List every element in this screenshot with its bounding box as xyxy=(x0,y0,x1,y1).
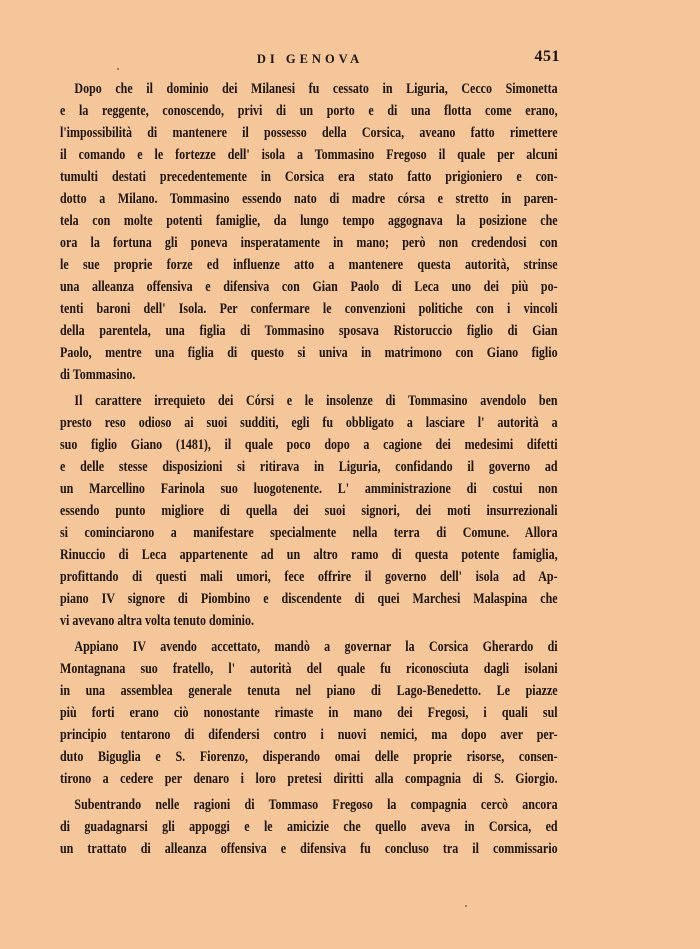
text-line: Montagnana suo fratello, l' autorità del quale fu riconosciuta dagli isolani xyxy=(60,661,558,677)
text-line: principio tentarono di difendersi contro i nuovi nemici, ma dopo aver per- xyxy=(60,727,558,743)
text-line: si cominciarono a manifestare specialmente nella terra di Comune. Allora xyxy=(60,525,558,541)
text-line: Il carattere irrequieto dei Córsi e le insolenze di Tommasino avendolo ben xyxy=(74,393,558,409)
text-line: le sue proprie forze ed influenze atto a mantenere questa autorità, strinse xyxy=(60,257,558,273)
ink-speck xyxy=(117,68,119,70)
text-line: di Tommasino. xyxy=(60,367,136,383)
text-line: dotto a Milano. Tommasino essendo nato di madre córsa e stretto in paren- xyxy=(60,191,558,207)
text-line: della parentela, una figlia di Tommasino sposava Ristoruccio figlio di Gian xyxy=(60,323,558,339)
text-line: e delle stesse disposizioni si ritirava in Liguria, confidando il governo ad xyxy=(60,459,558,475)
text-line: piano IV signore di Piombino e discendente di quei Marchesi Malaspina che xyxy=(60,591,558,607)
paragraph xyxy=(60,390,558,632)
text-line: profittando di questi mali umori, fece offrire il governo dell' isola ad Ap- xyxy=(60,569,558,585)
text-line: Dopo che il dominio dei Milanesi fu cessato in Liguria, Cecco Simonetta xyxy=(74,81,558,97)
text-line: Appiano IV avendo accettato, mandò a governar la Corsica Gherardo di xyxy=(74,639,558,655)
running-head xyxy=(60,46,560,72)
text-line: più forti erano ciò nonostante rimaste in mano dei Fregosi, i quali sul xyxy=(60,705,558,721)
running-title: DI GENOVA xyxy=(256,52,364,66)
ink-speck xyxy=(465,905,467,907)
text-line: duto Biguglia e S. Fiorenzo, disperando omai delle proprie risorse, consen- xyxy=(60,749,558,765)
text-line: tumulti destati precedentemente in Corsica era stato fatto prigioniero e con- xyxy=(60,169,558,185)
text-line: tela con molte potenti famiglie, da lungo tempo aggognava la posizione che xyxy=(60,213,558,229)
text-line: Paolo, mentre una figlia di questo si univa in matrimono con Giano figlio xyxy=(60,345,558,361)
text-line: e la reggente, conoscendo, privi di un porto e di una flotta come erano, xyxy=(60,103,558,119)
text-line: Subentrando nelle ragioni di Tommaso Fregoso la compagnia cercò ancora xyxy=(74,797,558,813)
text-line: tirono a cedere per denaro i loro pretesi diritti alla compagnia di S. Giorgio. xyxy=(60,771,558,787)
text-line: ora la fortuna gli poneva insperatamente in mano; però non credendosi con xyxy=(60,235,558,251)
text-line: vi avevano altra volta tenuto dominio. xyxy=(60,613,254,629)
text-line: essendo punto migliore di quella dei suoi signori, dei moti insurrezionali xyxy=(60,503,558,519)
paragraph xyxy=(60,78,558,386)
text-line: l'impossibilità di mantenere il possesso della Corsica, aveano fatto rimettere xyxy=(60,125,558,141)
text-line: Rinuccio di Leca appartenente ad un altro ramo di questa potente famiglia, xyxy=(60,547,558,563)
page-number: 451 xyxy=(534,48,560,65)
text-line: in una assemblea generale tenuta nel piano di Lago-Benedetto. Le piazze xyxy=(60,683,558,699)
text-line: il comando e le fortezze dell' isola a Tommasino Fregoso il quale per alcuni xyxy=(60,147,558,163)
text-line: una alleanza offensiva e difensiva con Gian Paolo di Leca uno dei più po- xyxy=(60,279,558,295)
paragraph xyxy=(60,636,558,790)
text-line: di guadagnarsi gli appoggi e le amicizie che quello aveva in Corsica, ed xyxy=(60,819,558,835)
body-text xyxy=(60,78,558,860)
paragraph xyxy=(60,794,558,860)
text-line: suo figlio Giano (1481), il quale poco dopo a cagione dei medesimi difetti xyxy=(60,437,558,453)
text-line: presto reso odioso ai suoi sudditi, egli fu obbligato a lasciare l' autorità a xyxy=(60,415,558,431)
text-line: tenti baroni dell' Isola. Per confermare le convenzioni politiche con i vincoli xyxy=(60,301,558,317)
text-line: un Marcellino Farinola suo luogotenente. L' amministrazione di costui non xyxy=(60,481,558,497)
text-line: un trattato di alleanza offensiva e difensiva fu concluso tra il commissario xyxy=(60,841,558,857)
